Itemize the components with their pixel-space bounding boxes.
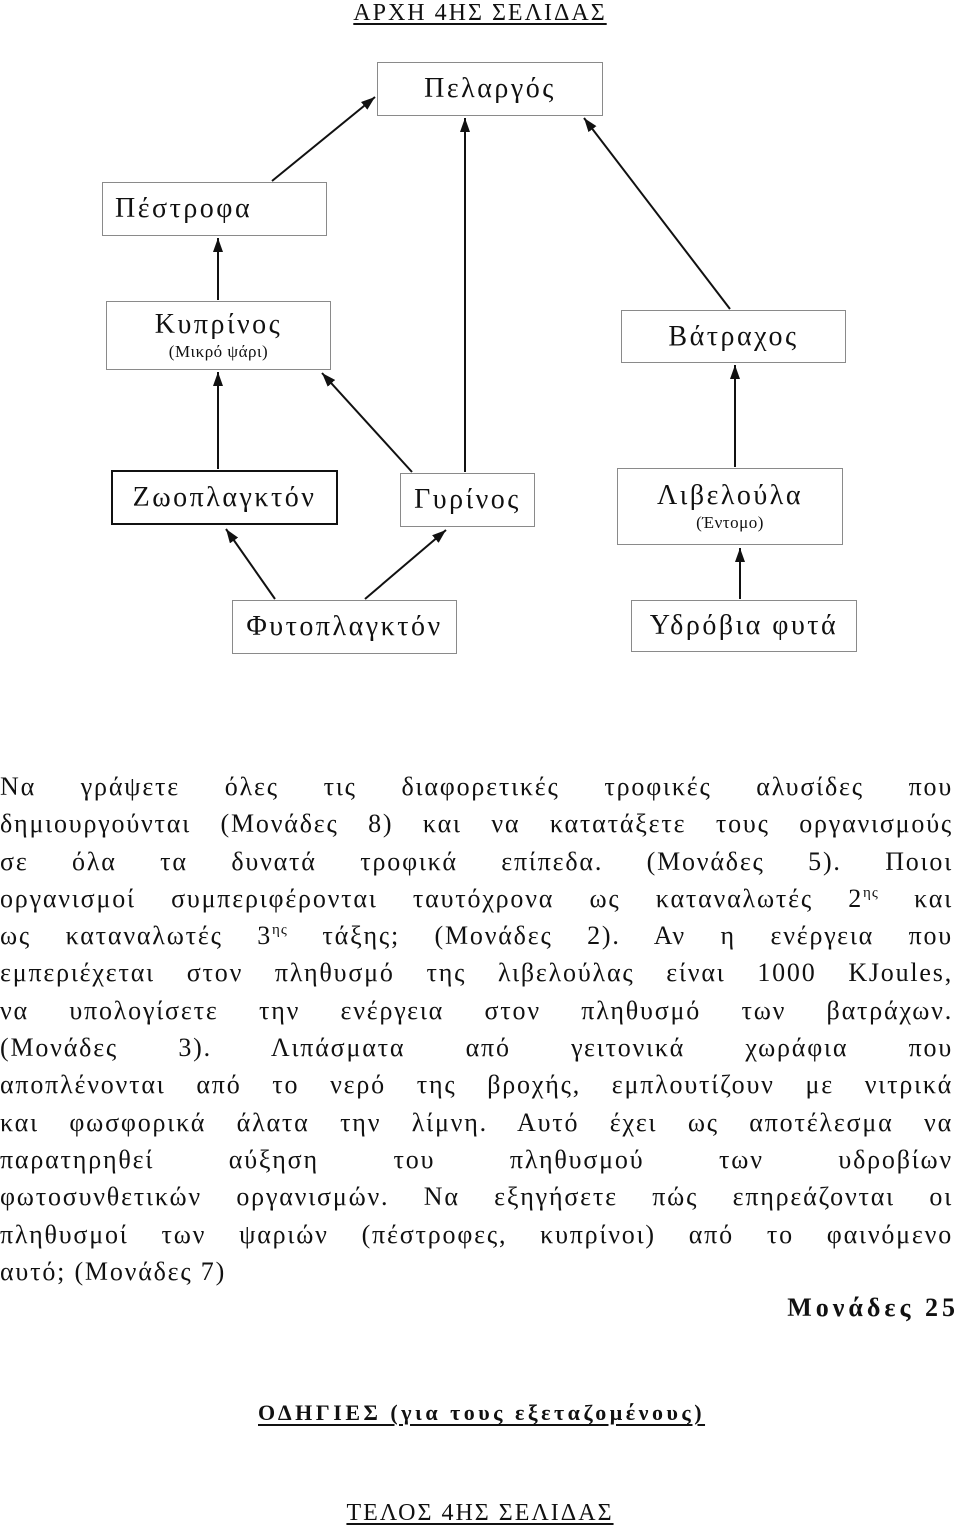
node-label: Πέστροφα — [115, 193, 253, 224]
question-line: να υπολογίσετε την ενέργεια στον πληθυσμό των βατράχων. — [0, 995, 953, 1025]
question-line — [0, 880, 955, 917]
node-label: Υδρόβια φυτά — [649, 610, 839, 641]
line-text-after: και — [878, 883, 953, 913]
line-text: οργανισμοί συμπεριφέρονται ταυτόχρονα ως καταναλωτές 2 — [0, 883, 864, 913]
page-header: ΑΡΧΗ 4ΗΣ ΣΕΛΙΔΑΣ — [353, 0, 607, 26]
page-footer: ΤΕΛΟΣ 4ΗΣ ΣΕΛΙΔΑΣ — [346, 1500, 614, 1526]
node-label: Ζωοπλαγκτόν — [132, 481, 317, 513]
question-line: πληθυσμοί των ψαριών (πέστροφες, κυπρίνοι) από το φαινόμενο — [0, 1219, 953, 1249]
node-label: Λιβελούλα — [656, 479, 804, 511]
question-line — [0, 917, 955, 954]
arrow-pestrofa-to-pelargos — [272, 97, 375, 181]
node-label: Πελαργός — [424, 73, 556, 104]
question-line: Να γράψετε όλες τις διαφορετικές τροφικές αλυσίδες που — [0, 772, 953, 801]
question-line: και φωσφορικά άλατα την λίμνη. Αυτό έχει ως αποτέλεσμα να — [0, 1107, 953, 1137]
ordinal-superscript: ης — [863, 884, 879, 901]
node-vatrachos — [621, 310, 846, 363]
line-text: ως καταναλωτές 3 — [0, 921, 273, 951]
line-text-after: τάξης; (Μονάδες 2). Αν η ενέργεια που — [287, 921, 953, 951]
question-line: δημιουργούνται (Μονάδες 8) και να κατατάξετε τους οργανισμούς — [0, 809, 953, 839]
question-line: σε όλα τα δυνατά τροφικά επίπεδα. (Μονάδες 5). Ποιοι — [0, 846, 953, 876]
node-kyprinos — [106, 301, 331, 370]
node-note: (Έντομο) — [696, 512, 764, 532]
total-points: Μονάδες 25 — [787, 1293, 959, 1322]
node-note: (Μικρό ψάρι) — [168, 341, 269, 361]
arrow-fytoplankton-to-zooplankton — [226, 529, 275, 599]
node-label: Φυτοπλαγκτόν — [246, 611, 443, 642]
node-label: Γυρίνος — [414, 484, 521, 515]
question-line: παρατηρηθεί αύξηση του πληθυσμού των υδροβίων — [0, 1144, 953, 1174]
arrow-fytoplankton-to-gyrinos — [365, 530, 446, 599]
node-fytoplankton — [232, 600, 457, 654]
question-line: εμπεριέχεται στον πληθυσμό της λιβελούλας είναι 1000 KJoules, — [0, 958, 953, 988]
node-pestrofa — [102, 182, 327, 236]
arrow-gyrinos-to-kyprinos — [322, 373, 412, 472]
ordinal-superscript: ης — [272, 922, 288, 939]
node-zooplankton — [111, 470, 338, 525]
question-line: αποπλένονται από το νερό της βροχής, εμπλουτίζουν με νιτρικά — [0, 1070, 953, 1100]
node-pelargos — [377, 62, 603, 116]
question-line: (Μονάδες 3). Λιπάσματα από γειτονικά χωράφια που — [0, 1033, 953, 1063]
question-line-last: αυτό; (Μονάδες 7) — [0, 1256, 227, 1286]
node-label: Βάτραχος — [668, 320, 799, 352]
node-gyrinos — [400, 473, 535, 527]
node-ydrovia-fyta — [631, 600, 857, 652]
food-web-diagram — [0, 0, 960, 680]
instructions-heading: ΟΔΗΓΙΕΣ (για τους εξεταζομένους) — [258, 1400, 706, 1425]
node-livelula — [617, 468, 843, 545]
question-text — [0, 768, 955, 1290]
arrow-vatrachos-to-pelargos — [584, 118, 730, 309]
node-label: Κυπρίνος — [154, 308, 283, 340]
question-line: φωτοσυνθετικών οργανισμών. Να εξηγήσετε πώς επηρεάζονται οι — [0, 1182, 953, 1212]
